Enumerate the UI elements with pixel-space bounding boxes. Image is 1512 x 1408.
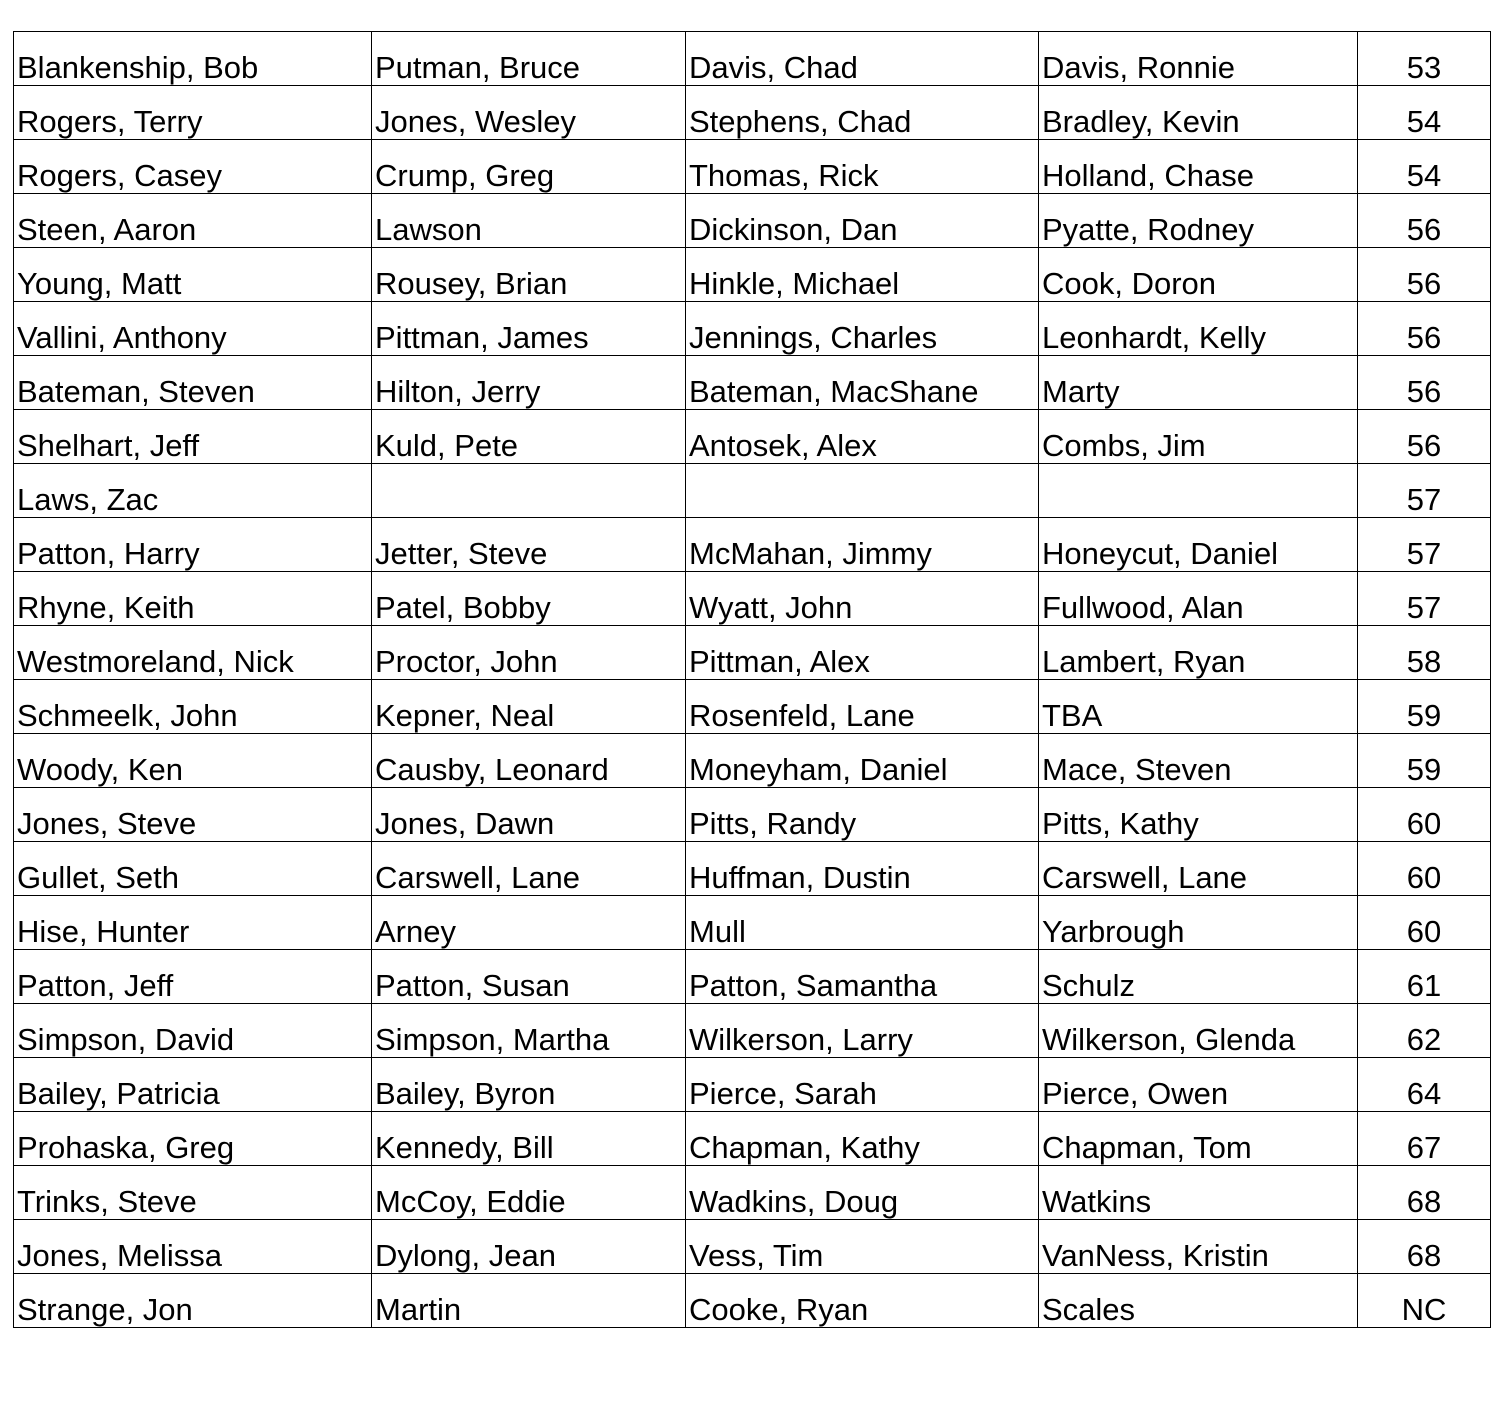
player-3-cell: Chapman, Kathy xyxy=(686,1112,1039,1166)
player-3-cell: Pierce, Sarah xyxy=(686,1058,1039,1112)
player-4-cell: Chapman, Tom xyxy=(1039,1112,1358,1166)
player-3-cell: Jennings, Charles xyxy=(686,302,1039,356)
score-cell: 68 xyxy=(1358,1166,1491,1220)
player-4-cell: TBA xyxy=(1039,680,1358,734)
player-3-cell: Antosek, Alex xyxy=(686,410,1039,464)
player-1-cell: Schmeelk, John xyxy=(14,680,372,734)
score-cell: 57 xyxy=(1358,572,1491,626)
table-row xyxy=(14,32,1491,86)
table-row xyxy=(14,680,1491,734)
player-1-cell: Rogers, Casey xyxy=(14,140,372,194)
player-2-cell: Proctor, John xyxy=(372,626,686,680)
player-1-cell: Jones, Melissa xyxy=(14,1220,372,1274)
player-1-cell: Bateman, Steven xyxy=(14,356,372,410)
score-cell: 67 xyxy=(1358,1112,1491,1166)
player-2-cell: Kepner, Neal xyxy=(372,680,686,734)
player-2-cell xyxy=(372,464,686,518)
player-4-cell: Yarbrough xyxy=(1039,896,1358,950)
score-cell: 62 xyxy=(1358,1004,1491,1058)
score-cell: 56 xyxy=(1358,248,1491,302)
player-1-cell: Patton, Jeff xyxy=(14,950,372,1004)
player-2-cell: Arney xyxy=(372,896,686,950)
player-4-cell xyxy=(1039,464,1358,518)
player-4-cell: VanNess, Kristin xyxy=(1039,1220,1358,1274)
score-cell: 56 xyxy=(1358,356,1491,410)
score-cell: 56 xyxy=(1358,302,1491,356)
player-3-cell: Patton, Samantha xyxy=(686,950,1039,1004)
player-2-cell: Jones, Dawn xyxy=(372,788,686,842)
player-2-cell: Dylong, Jean xyxy=(372,1220,686,1274)
player-1-cell: Strange, Jon xyxy=(14,1274,372,1328)
player-4-cell: Davis, Ronnie xyxy=(1039,32,1358,86)
table-row xyxy=(14,734,1491,788)
table-row xyxy=(14,1112,1491,1166)
table-row xyxy=(14,1004,1491,1058)
player-2-cell: McCoy, Eddie xyxy=(372,1166,686,1220)
player-4-cell: Lambert, Ryan xyxy=(1039,626,1358,680)
score-cell: 60 xyxy=(1358,788,1491,842)
player-1-cell: Hise, Hunter xyxy=(14,896,372,950)
player-2-cell: Martin xyxy=(372,1274,686,1328)
player-4-cell: Pyatte, Rodney xyxy=(1039,194,1358,248)
player-1-cell: Trinks, Steve xyxy=(14,1166,372,1220)
player-3-cell: Huffman, Dustin xyxy=(686,842,1039,896)
table-row xyxy=(14,302,1491,356)
player-1-cell: Steen, Aaron xyxy=(14,194,372,248)
player-4-cell: Pierce, Owen xyxy=(1039,1058,1358,1112)
player-3-cell: Stephens, Chad xyxy=(686,86,1039,140)
player-4-cell: Honeycut, Daniel xyxy=(1039,518,1358,572)
table-row xyxy=(14,194,1491,248)
player-1-cell: Blankenship, Bob xyxy=(14,32,372,86)
player-1-cell: Jones, Steve xyxy=(14,788,372,842)
table-row xyxy=(14,788,1491,842)
player-1-cell: Westmoreland, Nick xyxy=(14,626,372,680)
score-cell: 68 xyxy=(1358,1220,1491,1274)
player-2-cell: Simpson, Martha xyxy=(372,1004,686,1058)
player-4-cell: Bradley, Kevin xyxy=(1039,86,1358,140)
player-2-cell: Carswell, Lane xyxy=(372,842,686,896)
table-row xyxy=(14,626,1491,680)
player-3-cell: Wadkins, Doug xyxy=(686,1166,1039,1220)
player-3-cell: Moneyham, Daniel xyxy=(686,734,1039,788)
player-3-cell: Pitts, Randy xyxy=(686,788,1039,842)
score-cell: 56 xyxy=(1358,194,1491,248)
player-1-cell: Laws, Zac xyxy=(14,464,372,518)
player-2-cell: Jones, Wesley xyxy=(372,86,686,140)
score-cell: 53 xyxy=(1358,32,1491,86)
player-1-cell: Patton, Harry xyxy=(14,518,372,572)
table-row xyxy=(14,140,1491,194)
score-cell: 58 xyxy=(1358,626,1491,680)
team-scores-table xyxy=(13,31,1491,1328)
player-2-cell: Lawson xyxy=(372,194,686,248)
player-1-cell: Rhyne, Keith xyxy=(14,572,372,626)
table-row xyxy=(14,1220,1491,1274)
score-cell: NC xyxy=(1358,1274,1491,1328)
player-4-cell: Leonhardt, Kelly xyxy=(1039,302,1358,356)
score-cell: 60 xyxy=(1358,842,1491,896)
score-cell: 57 xyxy=(1358,464,1491,518)
team-scores-body xyxy=(14,32,1491,1328)
table-row xyxy=(14,518,1491,572)
table-row xyxy=(14,356,1491,410)
table-row xyxy=(14,464,1491,518)
player-4-cell: Scales xyxy=(1039,1274,1358,1328)
player-4-cell: Combs, Jim xyxy=(1039,410,1358,464)
player-3-cell: Dickinson, Dan xyxy=(686,194,1039,248)
table-row xyxy=(14,896,1491,950)
player-3-cell: Wyatt, John xyxy=(686,572,1039,626)
player-4-cell: Holland, Chase xyxy=(1039,140,1358,194)
player-1-cell: Bailey, Patricia xyxy=(14,1058,372,1112)
score-cell: 54 xyxy=(1358,140,1491,194)
player-2-cell: Bailey, Byron xyxy=(372,1058,686,1112)
player-4-cell: Wilkerson, Glenda xyxy=(1039,1004,1358,1058)
score-cell: 64 xyxy=(1358,1058,1491,1112)
player-2-cell: Causby, Leonard xyxy=(372,734,686,788)
player-3-cell: Wilkerson, Larry xyxy=(686,1004,1039,1058)
player-2-cell: Kennedy, Bill xyxy=(372,1112,686,1166)
player-1-cell: Young, Matt xyxy=(14,248,372,302)
player-3-cell: Bateman, MacShane xyxy=(686,356,1039,410)
score-cell: 59 xyxy=(1358,734,1491,788)
table-row xyxy=(14,950,1491,1004)
player-2-cell: Patel, Bobby xyxy=(372,572,686,626)
player-2-cell: Rousey, Brian xyxy=(372,248,686,302)
table-row xyxy=(14,410,1491,464)
score-cell: 61 xyxy=(1358,950,1491,1004)
player-1-cell: Gullet, Seth xyxy=(14,842,372,896)
player-3-cell: Davis, Chad xyxy=(686,32,1039,86)
player-1-cell: Woody, Ken xyxy=(14,734,372,788)
player-3-cell: Rosenfeld, Lane xyxy=(686,680,1039,734)
score-cell: 57 xyxy=(1358,518,1491,572)
score-cell: 54 xyxy=(1358,86,1491,140)
table-row xyxy=(14,1058,1491,1112)
player-2-cell: Patton, Susan xyxy=(372,950,686,1004)
player-4-cell: Pitts, Kathy xyxy=(1039,788,1358,842)
player-3-cell xyxy=(686,464,1039,518)
player-3-cell: Mull xyxy=(686,896,1039,950)
player-1-cell: Vallini, Anthony xyxy=(14,302,372,356)
player-3-cell: Cooke, Ryan xyxy=(686,1274,1039,1328)
player-1-cell: Prohaska, Greg xyxy=(14,1112,372,1166)
table-row xyxy=(14,572,1491,626)
player-3-cell: McMahan, Jimmy xyxy=(686,518,1039,572)
player-3-cell: Thomas, Rick xyxy=(686,140,1039,194)
table-row xyxy=(14,86,1491,140)
player-2-cell: Kuld, Pete xyxy=(372,410,686,464)
player-4-cell: Fullwood, Alan xyxy=(1039,572,1358,626)
player-4-cell: Watkins xyxy=(1039,1166,1358,1220)
player-3-cell: Pittman, Alex xyxy=(686,626,1039,680)
player-1-cell: Rogers, Terry xyxy=(14,86,372,140)
player-2-cell: Putman, Bruce xyxy=(372,32,686,86)
player-2-cell: Jetter, Steve xyxy=(372,518,686,572)
player-4-cell: Carswell, Lane xyxy=(1039,842,1358,896)
player-2-cell: Pittman, James xyxy=(372,302,686,356)
player-4-cell: Marty xyxy=(1039,356,1358,410)
player-4-cell: Schulz xyxy=(1039,950,1358,1004)
player-2-cell: Hilton, Jerry xyxy=(372,356,686,410)
player-1-cell: Simpson, David xyxy=(14,1004,372,1058)
score-cell: 56 xyxy=(1358,410,1491,464)
table-row xyxy=(14,1166,1491,1220)
table-row xyxy=(14,842,1491,896)
table-row xyxy=(14,1274,1491,1328)
player-4-cell: Mace, Steven xyxy=(1039,734,1358,788)
table-row xyxy=(14,248,1491,302)
player-4-cell: Cook, Doron xyxy=(1039,248,1358,302)
player-1-cell: Shelhart, Jeff xyxy=(14,410,372,464)
player-3-cell: Vess, Tim xyxy=(686,1220,1039,1274)
score-cell: 59 xyxy=(1358,680,1491,734)
player-2-cell: Crump, Greg xyxy=(372,140,686,194)
score-cell: 60 xyxy=(1358,896,1491,950)
player-3-cell: Hinkle, Michael xyxy=(686,248,1039,302)
